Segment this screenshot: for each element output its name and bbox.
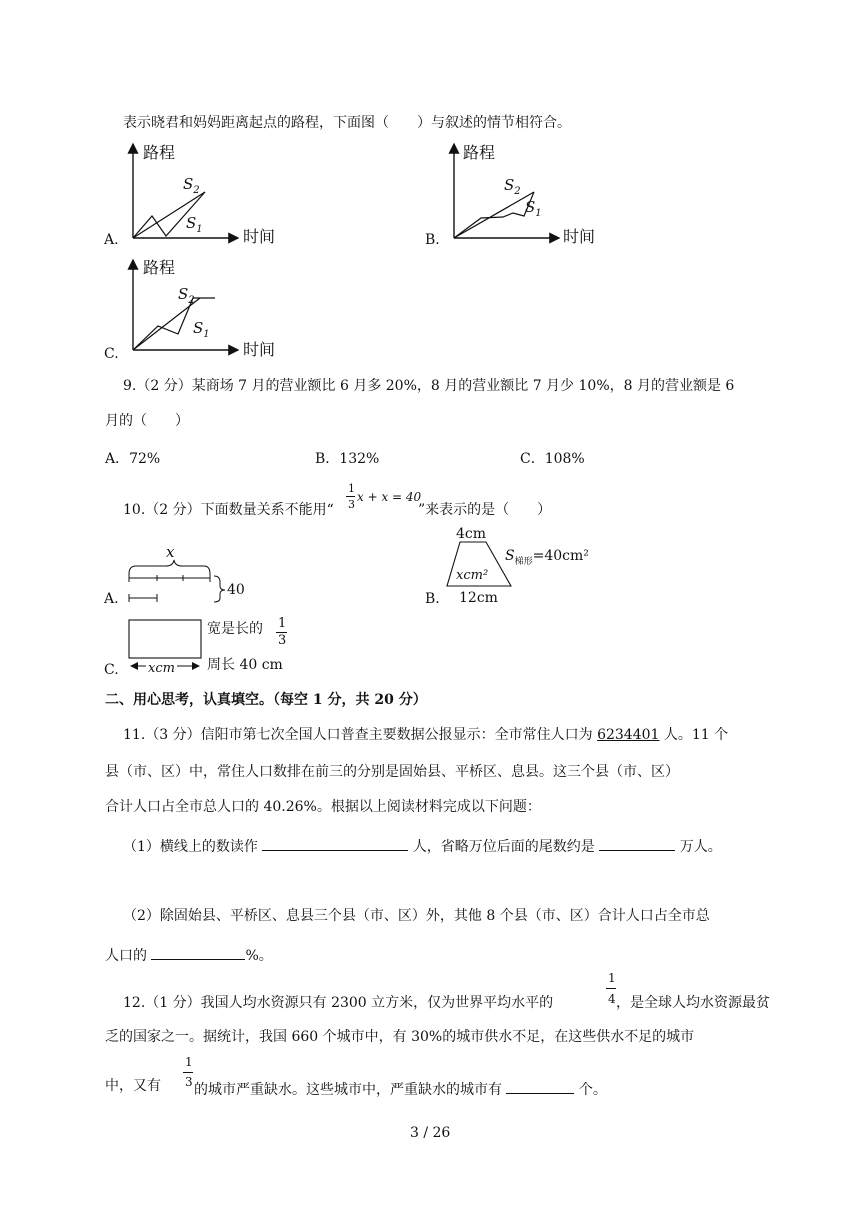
q10-suffix: ”来表示的是（ ） (418, 502, 552, 518)
q8-option-c-label: C. (104, 346, 119, 362)
q9-option-c: C．108% (520, 451, 585, 467)
q10-option-a-label: A. (104, 591, 119, 607)
q12-frac1-den: 4 (608, 992, 616, 1006)
q10-eq-rest: x + x = 40 (357, 490, 422, 504)
q12-frac1-num: 1 (608, 971, 616, 985)
q11-blank-read[interactable] (262, 836, 408, 851)
graph-b-y-label: 路程 (463, 143, 496, 162)
graph-c-s1: $S_1$ (193, 319, 210, 340)
section2-title: 二、用心思考，认真填空。（每空 1 分，共 20 分） (105, 692, 427, 708)
q10-b-inner: xcm² (456, 568, 489, 583)
q10-c-frac-den: 3 (278, 633, 287, 648)
q11-sub1: （1）横线上的数读作 人，省略万位后面的尾数约是 万人。 (123, 836, 722, 854)
q10-eq-denominator: 3 (348, 498, 355, 511)
graph-b-x-label: 时间 (563, 227, 596, 246)
q8-option-a-label: A. (104, 232, 119, 248)
q12-line3-post: 的城市严重缺水。这些城市中，严重缺水的城市有 个。 (194, 1079, 607, 1097)
q12-frac2-den: 3 (185, 1075, 193, 1089)
q11-line3: 合计人口占全市总人口的 40.26%。根据以上阅读材料完成以下问题： (105, 799, 541, 815)
q11-line2: 县（市、区）中，常住人口数排在前三的分别是固始县、平桥区、息县。这三个县（市、区） (105, 764, 679, 780)
q10-option-b-label: B. (425, 591, 440, 607)
q10-a-40: 40 (227, 582, 245, 598)
graph-b-s2: $S_2$ (504, 176, 521, 197)
q10-b-bottom: 12cm (459, 590, 498, 606)
q10-c-x: xcm (148, 661, 175, 676)
q9-option-b: B．132% (315, 451, 380, 467)
page-number: 3 / 26 (410, 1125, 451, 1141)
q11-blank-percent[interactable] (151, 945, 245, 960)
q10-c-width-label: 宽是长的 (207, 621, 263, 637)
graph-a-x-label: 时间 (243, 227, 276, 246)
graph-b-s1: $S_1$ (525, 198, 542, 219)
q9-line2: 月的（ ） (105, 413, 189, 429)
q12-line1-pre: 12.（1 分）我国人均水资源只有 2300 立方米，仅为世界平均水平的 (123, 995, 554, 1011)
q12-blank-count[interactable] (506, 1079, 574, 1094)
q10-a-brace-diagram (126, 560, 236, 605)
q10-eq-fraction-bar (346, 496, 355, 497)
q10-option-c-label: C. (104, 662, 119, 678)
q11-line1: 11.（3 分）信阳市第七次全国人口普查主要数据公报显示：全市常住人口为 6234401 人。11 个 (123, 727, 729, 743)
q12-frac1-bar (606, 988, 616, 989)
q11-sub2-line2: 人口的 %。 (105, 945, 273, 963)
q10-eq-numerator: 1 (348, 482, 355, 495)
q10-c-frac-num: 1 (278, 616, 287, 631)
q11-blank-approx[interactable] (599, 836, 675, 851)
graph-a-s1: $S_1$ (186, 214, 203, 235)
graph-a-s2: $S_2$ (183, 175, 200, 196)
q12-line3-pre: 中，又有 (105, 1078, 161, 1094)
q10-a-x: x (166, 543, 175, 561)
q10-prefix: 10.（2 分）下面数量关系不能用“ (123, 502, 334, 518)
q10-b-top: 4cm (456, 526, 487, 542)
graph-c-y-label: 路程 (143, 258, 176, 277)
graph-c-x-label: 时间 (243, 340, 276, 359)
q9-option-a: A．72% (105, 451, 161, 467)
q9-line1: 9.（2 分）某商场 7 月的营业额比 6 月多 20%，8 月的营业额比 7 月少 10%，8 月的营业额是 6 (123, 378, 735, 394)
q10-b-area: $S_{梯形}=40cm^2$ (505, 548, 589, 567)
q12-frac2-num: 1 (185, 1055, 193, 1069)
q10-c-perimeter: 周长 40 cm (207, 657, 283, 673)
graph-c-s2: $S_2$ (178, 285, 195, 306)
q11-sub2-line1: （2）除固始县、平桥区、息县三个县（市、区）外，其他 8 个县（市、区）合计人口占全市总 (123, 908, 710, 924)
q11-population: 6234401 (597, 727, 660, 743)
q12-line2: 乏的国家之一。据统计，我国 660 个城市中，有 30%的城市供水不足，在这些供水不足的城市 (105, 1029, 695, 1045)
graph-a-y-label: 路程 (143, 143, 176, 162)
q8-option-b-label: B. (425, 232, 440, 248)
q8-intro: 表示晓君和妈妈距离起点的路程，下面图（ ）与叙述的情节相符合。 (123, 115, 571, 131)
q12-line1-post: ，是全球人均水资源最贫 (616, 995, 770, 1011)
q12-frac2-bar (183, 1072, 193, 1073)
